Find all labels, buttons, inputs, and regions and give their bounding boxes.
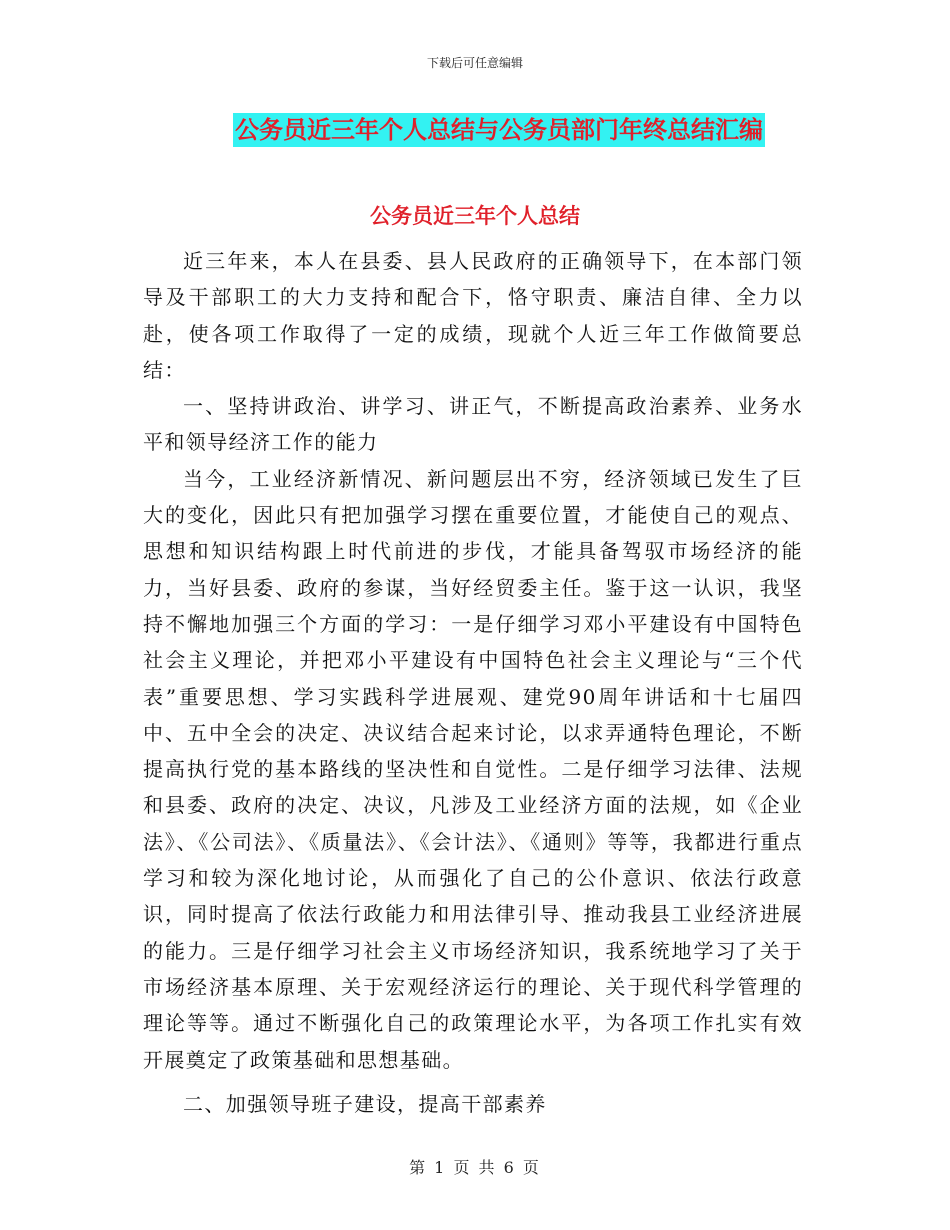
total-pages: 6 (503, 1158, 516, 1177)
paragraph-heading-2: 二、加强领导班子建设，提高干部素养 (183, 1091, 547, 1116)
paragraph-heading-1: 一、坚持讲政治、讲学习、讲正气，不断提高政治素养、业务水平和领导经济工作的能力 (143, 394, 803, 455)
page-label-suffix: 页 (522, 1158, 541, 1177)
page-label-prefix: 第 (409, 1158, 428, 1177)
page-footer (0, 1155, 950, 1178)
main-title: 公务员近三年个人总结与公务员部门年终总结汇编 (233, 113, 765, 147)
section-title: 公务员近三年个人总结 (370, 204, 580, 228)
main-title-container (0, 113, 950, 147)
page-label-mid: 页 共 (453, 1158, 497, 1177)
page-number: 1 (434, 1158, 447, 1177)
document-body (143, 243, 803, 1122)
paragraph-intro: 近三年来，本人在县委、县人民政府的正确领导下，在本部门领导及干部职工的大力支持和配合下，恪守职责、廉洁自律、全力以赴，使各项工作取得了一定的成绩，现就个人近三年工作做简要总结： (143, 249, 803, 382)
page-header-note: 下载后可任意编辑 (426, 56, 523, 70)
paragraph-study: 当今，工业经济新情况、新问题层出不穷，经济领域已发生了巨大的变化，因此只有把加强学习摆在重要位置，才能使自己的观点、思想和知识结构跟上时代前进的步伐，才能具备驾驭市场经济的能力，当好县委、政府的参谋，当好经贸委主任。鉴于这一认识，我坚持不懈地加强三个方面的学习：一是仔细学习邓小平建设有中国特色社会主义理论，并把邓小平建设有中国特色社会主义理论与“三个代表”重要思想、学习实践科学进展观、建党90周年讲话和十七届四中、五中全会的决定、决议结合起来讨论，以求弄通特色理论，不断提高执行党的基本路线的坚决性和自觉性。二是仔细学习法律、法规和县委、政府的决定、决议，凡涉及工业经济方面的法规，如《企业法》、《公司法》、《质量法》、《会计法》、《通则》等等，我都进行重点学习和较为深化地讨论，从而强化了自己的公仆意识、依法行政意识，同时提高了依法行政能力和用法律引导、推动我县工业经济进展的能力。三是仔细学习社会主义市场经济知识，我系统地学习了关于市场经济基本原理、关于宏观经济运行的理论、关于现代科学管理的理论等等。通过不断强化自己的政策理论水平，为各项工作扎实有效开展奠定了政策基础和思想基础。 (143, 466, 803, 1072)
